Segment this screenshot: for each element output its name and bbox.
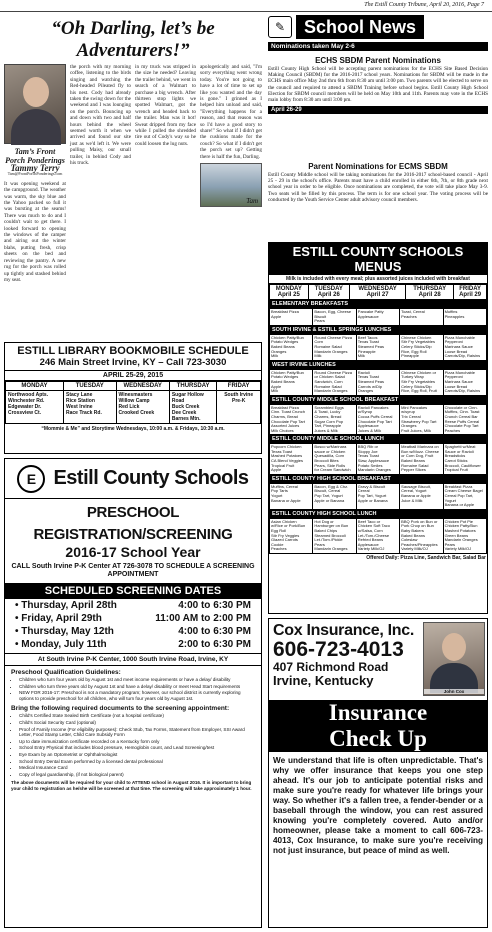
author-photo (4, 64, 66, 144)
screening-day: • Friday, April 29th (15, 613, 102, 624)
bookmobile-dates: APRIL 25-29, 2015 (5, 370, 261, 381)
screening-date-row (5, 612, 261, 625)
author-face (23, 77, 49, 107)
menu-cell: Bacon, Egg & Chz. Biscuit, Cereal Pop Tart, Yogurt Apple or Banana (313, 483, 356, 509)
preschool-heading-1: PRESCHOOL (86, 504, 180, 521)
stops-cell: Sugar Hollow Road Buck Creek Dee Creek Barnes Mtn. (169, 391, 217, 424)
day-date: April 26 (317, 292, 340, 298)
menu-cell: Chinese Chicken Stir Fry Vegetables Celery Sticks/Dip Rice, Egg Roll Pineapple (400, 334, 443, 360)
menu-day (270, 285, 309, 300)
menu-table (269, 483, 487, 510)
signature: Tam (246, 196, 258, 205)
menu-day (308, 285, 349, 300)
article-column-3 (135, 64, 196, 283)
cox-city: Irvine, Kentucky (273, 673, 374, 688)
menu-table (269, 334, 487, 361)
menu-cell: BBQ Rib or Sloppy Joe Texas Toast Slaw, Applesauce Potato Smiles Mandarin Oranges (356, 444, 399, 475)
screening-day: • Monday, July 11th (15, 639, 107, 650)
document-item: • Eye Exam by an Optometrist or Ophthalmologist (19, 752, 253, 758)
screening-location: At South Irvine P-K Center, 1000 South Irvine Road, Irvine, KY (5, 653, 261, 666)
author-email: Tam@FrontPorchPonderings.com (7, 171, 63, 177)
menu-table (269, 369, 487, 396)
day-date: April 27 (366, 292, 389, 298)
day-header: MONDAY (6, 382, 64, 391)
article-text-1: It was opening weekend at the campground. The weather was warm, the sky blue and the Yahoo packed so full it was bursting at the seams! There was much to do and I couldn't wait to get there. I looked forward to opening the windows of the camper and airing out the winter blahs, putting fresh, crisp sheets on the bed and reviewing the pantry. A new rug for the porch was rolled up tightly and stashed behind my seat. (4, 180, 66, 283)
article-column-4 (200, 64, 262, 283)
author-name: Tammy Terry (10, 163, 60, 173)
screening-time: 4:00 to 6:30 PM (178, 626, 251, 637)
menu-section-title: ESTILL COUNTY HIGH SCHOOL BREAKFAST (269, 475, 487, 483)
screening-time: 4:00 to 6:30 PM (178, 600, 251, 611)
screening-time: 2:00 to 6:30 PM (178, 639, 251, 650)
news-date-bar: April 26-29 (268, 106, 488, 114)
article-body (4, 64, 262, 283)
menu-cell: Ravioli Texas Toast Steamed Peas Carrots w/Dip Oranges (356, 369, 399, 395)
school-year: 2016-17 School Year (65, 544, 201, 560)
column-article (4, 14, 262, 338)
bookmobile-footer: “Mommie & Me” and Storytime Wednesdays, 10:00 a.m. & Fridays, 10:30 a.m. (41, 426, 225, 432)
documents-list (5, 713, 261, 777)
news-body: Estill County High School will be accepting parent nominations for the ECHS Site Based Decision Making Council (SBDM) for the 2016-2017 school years. Nominations for SBDM will be made in the ECHS main office May 2nd thru 6th from 8:30 am until 3:00 pm. Two parents will be elected to serve on the council and required to attend a SBDM Training before school begins. Estill County High School Election for SBDM council members will be held on May 10th and 11th. Parents may vote in the ECHS main lobby from 8:30 am until 3:00 pm. (268, 66, 488, 104)
stops-cell: Stacy Lane Rice Station West Irvine Race Track Rd. (63, 391, 116, 424)
menu-cell: Muffins Pineapples (443, 309, 486, 326)
menu-cell: Toast, Cereal Peaches (400, 309, 443, 326)
menu-cell: Mini Pancakes w/syrup Trix Cereal Strawberry Pop Tart Oranges Fruit Juices, Milk (400, 404, 443, 435)
menu-cell: Round Cheese Pizza Corn Romaine Salad Mandarin Oranges Milk (313, 334, 356, 360)
menu-cell: Muffins, Cereal Pop Tarts Yogurt Banana or Apple (270, 483, 313, 509)
insurance-headline: Insurance (269, 700, 487, 726)
menu-cell: Beef Taco or Chicken Soft Taco w/Salsa, Corn Let./Tom./Cheese Refried Beans Applesauce Variety Milk/OJ (356, 518, 399, 553)
menu-cell: Breakfast Pizza Cream Cheese Bagel Cereal Pop Tart, Yogurt Banana or Apple (443, 483, 486, 509)
screening-day: • Thursday, April 28th (15, 600, 117, 611)
cox-contact (269, 619, 423, 696)
screening-date-row (5, 599, 261, 612)
school-bus-icon: ✎ (268, 16, 292, 38)
day-header: WEDNESDAY (116, 382, 169, 391)
news-body: Estill County Middle school will be taking nominations for the 2016-2017 school-based council - April 25 - 29 in the school's office. Parents must have a child enrolled in either 6th, 7th, or 8th grade next school year in order to be eligible. Once nominations are completed, the vote will take place May 3-9. Two seats will be filled by this process. The term is for one school year. The voting process will be conducted by the Youth Service Center adult advisory council members. (268, 172, 488, 203)
day-header: TUESDAY (63, 382, 116, 391)
bookmobile-title: ESTILL LIBRARY BOOKMOBILE SCHEDULE (17, 345, 249, 357)
menu-cell: Popcorn Chicken Texas Toast Mashed Potatoes CA Blend Veggies Tropical Fruit Apple (270, 444, 313, 475)
agent-name: John Cox (424, 689, 484, 694)
document-item: • Proof of Family Income (For eligibility purposes): Check Stub, Tax Forms, Statement from Employer, SSI Award Letter, Food Stamp Letter, Child Care Subsidy Form (19, 727, 253, 738)
menu-section-title: WEST IRVINE LUNCHES (269, 361, 487, 369)
document-item: • Up to date immunization certificate recorded on a Kentucky form only (19, 739, 253, 745)
day-name: THURSDAY (413, 286, 447, 292)
menu-day (350, 285, 406, 300)
article-column-2 (70, 64, 131, 283)
cox-insurance-ad (268, 618, 488, 928)
menu-cell: Breakfast Pizza Apple (270, 309, 313, 326)
author-shoulders (11, 109, 61, 145)
school-news-header (268, 14, 488, 40)
day-date: April 28 (418, 292, 441, 298)
menu-cell: BBQ Pork on Bun or Pork Chop on Bun Baby Bakers Baked Beans Coleslaw Peaches/Pineapples Variety Milk/OJ (400, 518, 443, 553)
menu-section-title: ESTILL COUNTY HIGH SCHOOL LUNCH (269, 510, 487, 518)
checkup-headline: Check Up (269, 726, 487, 752)
menu-cell: Chicken Patty/Bun Potato Wedges Baked Beans Apple Milk (270, 369, 313, 395)
school-news-title: School News (296, 15, 424, 39)
menu-cell: Chicken Patty/Bun Potato Wedges Baked Beans Oranges Milk (270, 334, 313, 360)
document-item: • Child's Certified State Sealed Birth Certificate (not a hospital certificate) (19, 713, 253, 719)
call-text: CALL South Irvine P-K Center AT 726-3078 TO SCHEDULE A SCREENING APPOINTMENT (11, 563, 255, 578)
menus-note: Milk is included with every meal; plus assorted juices included with breakfast (269, 275, 487, 284)
guideline-item: • NEW FOR 2016-17: Preschool is not a mandatory program; however, our school district is currently exploring options to provide preschool for all children, who will turn four years old by August 1st. (19, 690, 253, 701)
menu-cell: Beef Tacos Texas Toast Steamed Peas Pineapple Milk (356, 334, 399, 360)
screening-day: • Thursday, May 12th (15, 626, 114, 637)
article-column-1 (4, 64, 66, 283)
daily-offered: Offered Daily: Pizza Line, Sandwich Bar, Salad Bar (366, 554, 486, 561)
schools-logo-icon: E (17, 465, 45, 493)
menu-cell: Breakfast Pizza Cinn. Toast Crunch Charms, Bread Chocolate Pop Tart Assorted Juices Milk Choices (270, 404, 313, 435)
day-name: WEDNESDAY (358, 286, 397, 292)
article-text-3: in my truck was stripped in the size he needed? Leaving the trailer behind, we went in search of a Walmart to purchase a big wrench. After thirteen stop lights we spotted Walmart, got the wrench and headed back to the trailer. Man was it hot! Sweat dripped from my face while I pulled the shredded tire out of Cody's way so he could loosen the lug nuts. (135, 64, 196, 147)
article-title: “Oh Darling, let’s be Adventurers!” (51, 18, 215, 61)
menu-table (269, 518, 487, 554)
bookmobile-table (5, 381, 261, 424)
preschool-heading-2: REGISTRATION/SCREENING (33, 526, 233, 543)
agent-face (442, 633, 466, 661)
day-name: MONDAY (275, 286, 302, 292)
cox-top (269, 619, 487, 696)
day-name: TUESDAY (314, 286, 343, 292)
menu-table (269, 443, 487, 475)
menu-day (406, 285, 454, 300)
guideline-item: • Children who turn four years old by August 1st and meet income requirements or have a delay/ disability (19, 677, 253, 683)
column-name: Tam’s Front Porch Ponderings (5, 147, 65, 165)
menu-section-title: SOUTH IRVINE & ESTILL SPRINGS LUNCHES (269, 326, 487, 334)
menu-cell: Pizza Munchable Pepperoni Marinara Sauce Loose Bread Carrots/Dip, Raisins (443, 334, 486, 360)
menu-cell: Scrambled Eggs & Toast, Lucky Charms, Bread Sugar Corn Pop Tart, Pineapple Juices & Milk (313, 404, 356, 435)
bookmobile-address: 246 Main Street Irvine, KY – Call 723-3030 (39, 357, 227, 368)
menu-table (269, 308, 487, 326)
menu-section-title: ESTILL COUNTY MIDDLE SCHOOL LUNCH (269, 435, 487, 443)
menu-cell: Chicken Pot Pie Chicken Patty/Bun Mashed Potatoes Green Beans Mandarin Oranges Pears Variety Milk/OJ (443, 518, 486, 553)
menu-cell: Bosco w/Marinara sauce or Chicken Quesadilla, Corn Broccoli Bites Pears, Side Rolls for Cream Sandwich (313, 444, 356, 475)
school-menus (268, 242, 488, 614)
news-headline: Parent Nominations for ECMS SBDM (308, 162, 448, 171)
menu-cell: Bacon, Egg, Cheese Biscuit Pears (313, 309, 356, 326)
menu-table (269, 404, 487, 436)
screening-dates-title: SCHEDULED SCREENING DATES (5, 583, 261, 599)
registration-footer: The above documents will be required for your child to ATTEND school in August 2016. It is important to bring your child to registration as he/she will be screened at that time. The screening will take approximately 1 hour. (11, 780, 252, 791)
menu-cell: Hot Dog or Hamburger on Bun Baked Chips Steamed Broccoli Let./Tom./Pickle Pears Mandarin Oranges (313, 518, 356, 553)
menu-section-title: ESTILL COUNTY MIDDLE SCHOOL BREAKFAST (269, 396, 487, 404)
menu-cell: Round Cheese Pizza or Chicken Salad Sandwich, Corn Romaine Salad Mandarin Oranges (313, 369, 356, 395)
bookmobile-schedule (4, 342, 262, 454)
guideline-item: • Children who turn three years old by August 1st and have a delay/ disability or meet Head Start requirements (19, 684, 253, 690)
cox-name: Cox Insurance, Inc. (273, 622, 415, 639)
screening-time: 11:00 AM to 2:00 PM (155, 613, 251, 624)
day-header: FRIDAY (217, 382, 261, 391)
menu-cell: Chocolate or Cinn. Muffins, Cinn. Toast Crunch Cereal Bar Reese Puffs Cereal Chocolate Pop Tart Peaches (443, 404, 486, 435)
news-item (268, 54, 488, 114)
news-item (268, 160, 488, 203)
signature-photo (200, 163, 262, 207)
stops-cell: South Irvine Pre-K (217, 391, 261, 424)
document-item: • School Entry Dental Exam performed by a licensed dental professional (19, 759, 253, 765)
news-headline: ECHS SBDM Parent Nominations (315, 56, 441, 65)
screening-date-row (5, 638, 261, 651)
menu-day (454, 285, 487, 300)
menu-cell: Ravioli Pancakes w/Syrup Cocoa Puffs Cereal Chocolate Pop Tart Applesauce Juices & Milk (356, 404, 399, 435)
documents-title: Bring the following required documents to the screening appointment: (11, 705, 230, 713)
stops-cell: Northwood Apts. Winchester Rd. Edgewater Dr. Crossview Ct. (6, 391, 64, 424)
day-date: April 25 (277, 292, 300, 298)
menu-cell: Pancake Patty Applesauce (356, 309, 399, 326)
menu-cell: Pizza Munchable Pepperoni Marinara Sauce Loose Bread Carrots/Dip, Raisins (443, 369, 486, 395)
menu-cell: Asian Chicken w/Rice or Pork/Bun Egg Roll Stir Fry Veggies Glazed Carrots Cookie Peaches (270, 518, 313, 553)
document-item: • Copy of legal guardianship, (if not biological parent) (19, 772, 253, 778)
cox-body-text: We understand that life is often unpredictable. That's why we offer insurance that keeps you one step ahead. It's our job to anticipate potential risks and make sure you're ready for whatever life brings your way. So whether it's a fallen tree, a fender-bender or a baseball through the window, you can rest assured knowing you're completely covered. Auto and/or homeowner, please take a moment to call 606-723-4013, Cox Insurance, to make sure you're receiving not just insurance, but peace of mind as well. (273, 756, 483, 855)
menu-sections (269, 300, 487, 554)
cox-agent-photo (423, 622, 485, 696)
menu-cell: Chinese Chicken or Turkey Wrap Stir Fry Vegetables Celery Sticks/Dip Rice, Egg Roll, Fruit (400, 369, 443, 395)
document-item: • Medical Insurance Card (19, 765, 253, 771)
stops-cell: Winesmasters Willow Camp Red Lick Crooked Creek (116, 391, 169, 424)
article-text-2: the porch with my morning coffee, listening to the birds singing and watching the Red-headed Pileated fly to his nest. Cody had already taken the swing down for the weekend and I was lounging on the porch. Bouncing up and down with two and half hours behind the wheel seemed worth it when we arrived and found our site just as we'd left it. We were pulling Maisy, our small trailer, in behind Cody and his truck. (70, 64, 131, 167)
menu-cell: Meatball Marinara on Bun w/Mozz. Cheese or Corn Dog, Fruit Baked Beans Romaine Salad Pepper Slices (400, 444, 443, 475)
menu-days (269, 284, 487, 300)
cox-address: 407 Richmond Road (273, 660, 389, 674)
guidelines-title: Preschool Qualification Guidelines: (11, 669, 121, 676)
day-header: THURSDAY (169, 382, 217, 391)
guidelines-list (5, 677, 261, 701)
nominations-bar: Nominations taken May 2-6 (268, 42, 488, 51)
page-header: The Estill County Tribune, April 20, 2016, Page 7 (0, 0, 492, 12)
menu-cell: Spaghetti w/Meat Sauce or Ravioli Breadsticks Carrot Sticks Broccoli, Cauliflower Tropical Fruit (443, 444, 486, 475)
menu-section-title: ELEMENTARY BREAKFASTS (269, 300, 487, 308)
menus-title: ESTILL COUNTY SCHOOLS MENUS (269, 243, 487, 275)
day-name: FRIDAY (459, 286, 481, 292)
menu-cell: Sausage Biscuit, Cereal, Yogurt Banana or Apple Juice & Milk (400, 483, 443, 509)
cox-phone: 606-723-4013 (273, 638, 404, 661)
schools-title: Estill County Schools (53, 467, 249, 489)
document-item: • Child's Social Security Card (optional) (19, 720, 253, 726)
schools-logo-row (5, 459, 261, 499)
day-date: April 29 (459, 292, 482, 298)
article-text-4: apologetically and said, "I'm sorry everything went wrong today. You're not going to have a lot of time to set up like you wanted and the day is gone." I grinned as I helped him unload and said, "Everything happens for a reason, and that reason was so I'd have a good story to share!" So what if I didn't get the cushions made for the couch? So what if I didn't get the porch set up? Getting there is half the fun, Darling. (200, 64, 262, 160)
document-item: • School Entry Physical that includes blood pressure, Hemoglobin count, and Lead Screening/test (19, 745, 253, 751)
menu-cell: Gravy & Biscuit Cereal Pop Tart, Yogurt Apple or Banana (356, 483, 399, 509)
screening-date-row (5, 625, 261, 638)
preschool-registration-ad (4, 458, 262, 928)
